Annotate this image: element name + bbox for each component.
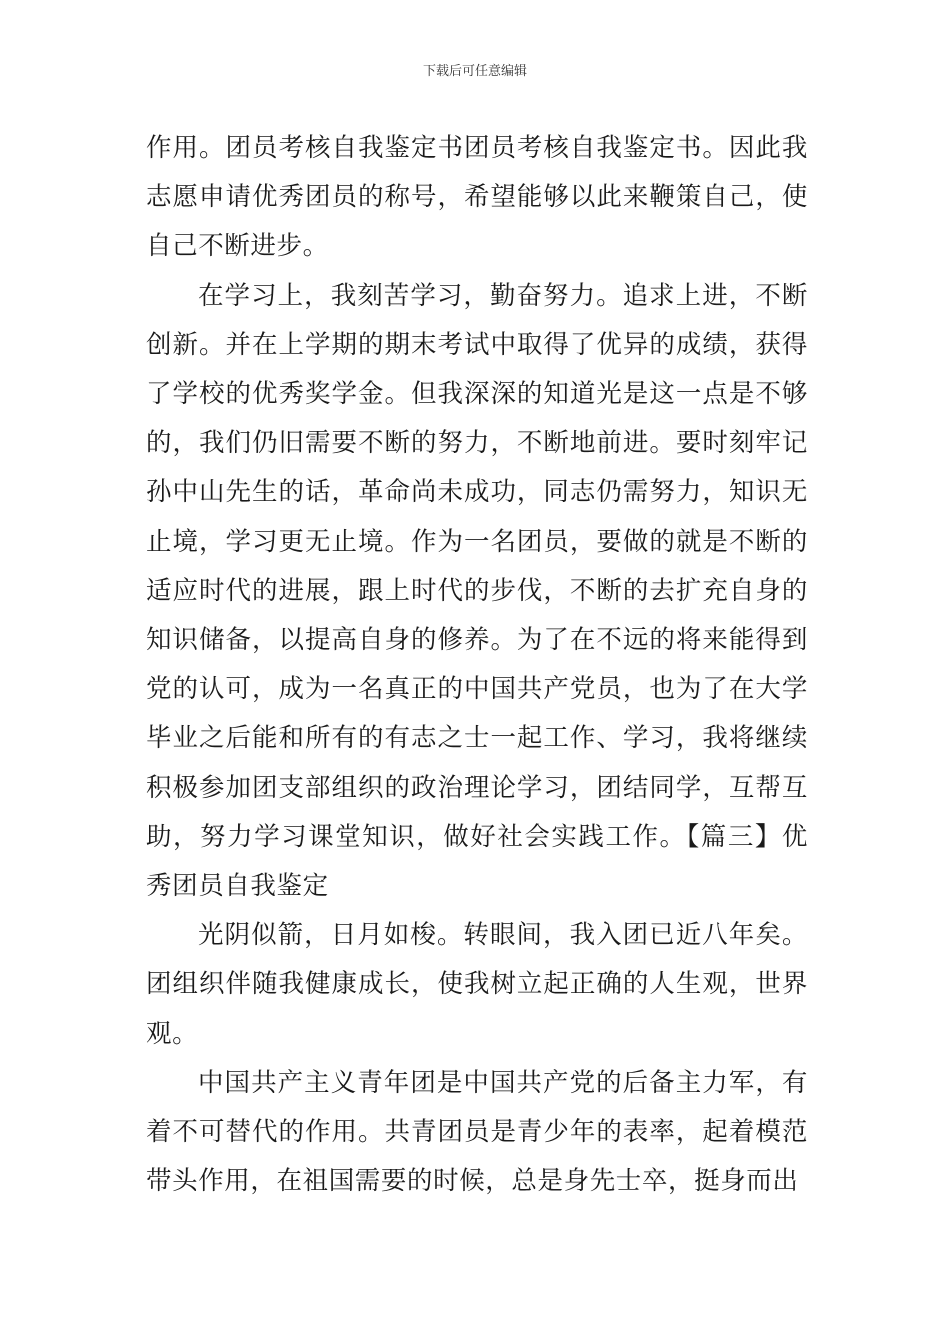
page-header: 下载后可任意编辑 xyxy=(422,64,527,79)
paragraph-4: 中国共产主义青年团是中国共产党的后备主力军，有着不可替代的作用。共青团员是青少年的表率，起着模范带头作用，在祖国需要的时候，总是身先士卒，挺身而出 xyxy=(146,1067,808,1197)
paragraph-1: 作用。团员考核自我鉴定书团员考核自我鉴定书。因此我志愿申请优秀团员的称号，希望能够以此来鞭策自己，使自己不断进步。 xyxy=(146,133,808,262)
document-body xyxy=(146,124,808,1206)
paragraph-2: 在学习上，我刻苦学习，勤奋努力。追求上进，不断创新。并在上学期的期末考试中取得了优异的成绩，获得了学校的优秀奖学金。但我深深的知道光是这一点是不够的，我们仍旧需要不断的努力，不断地前进。要时刻牢记孙中山先生的话，革命尚未成功，同志仍需努力，知识无止境，学习更无止境。作为一名团员，要做的就是不断的适应时代的进展，跟上时代的步伐，不断的去扩充自身的知识储备，以提高自身的修养。为了在不远的将来能得到党的认可，成为一名真正的中国共产党员，也为了在大学毕业之后能和所有的有志之士一起工作、学习，我将继续积极参加团支部组织的政治理论学习，团结同学，互帮互助，努力学习课堂知识，做好社会实践工作。【篇三】优秀团员自我鉴定 xyxy=(146,280,808,902)
paragraph-3: 光阴似箭，日月如梭。转眼间，我入团已近八年矣。团组织伴随我健康成长，使我树立起正确的人生观，世界观。 xyxy=(146,920,808,1049)
